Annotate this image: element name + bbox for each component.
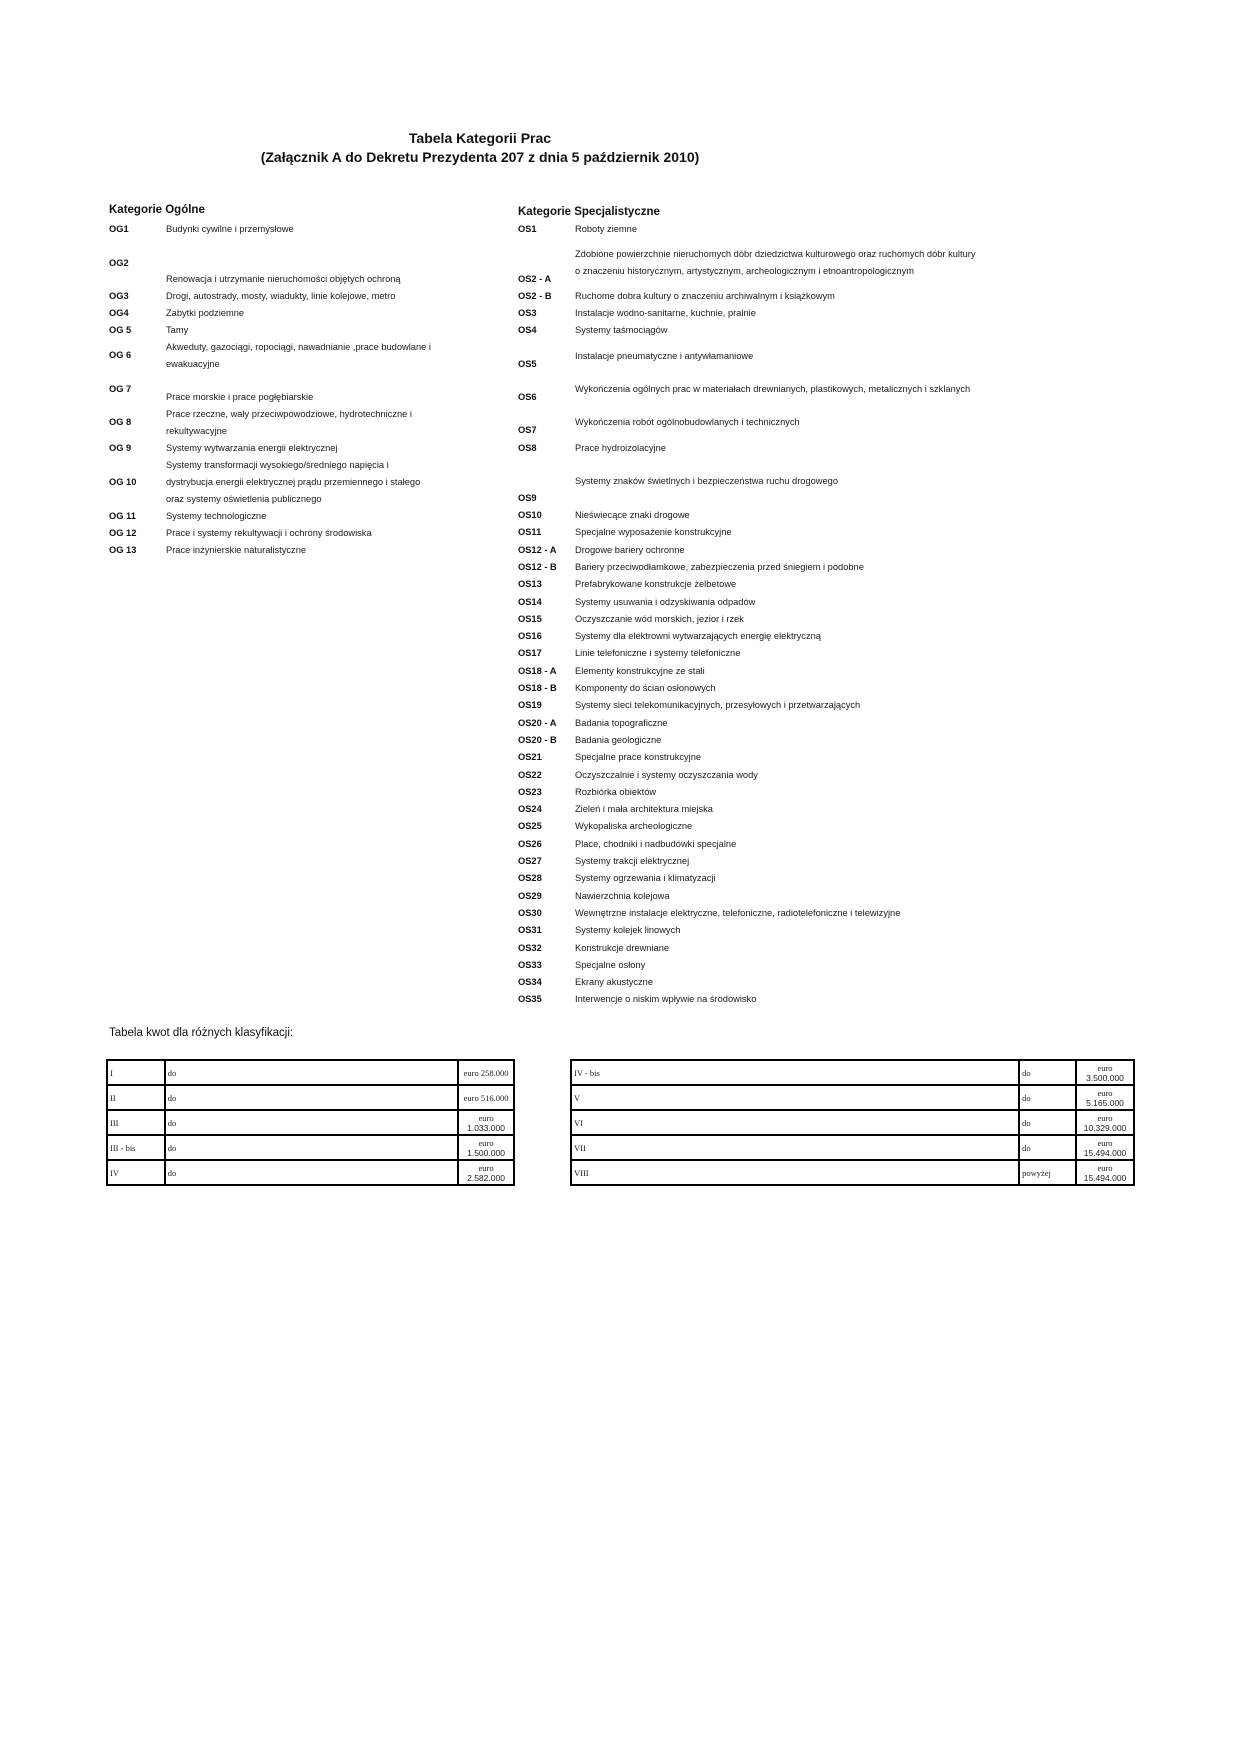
amount-line: 1.033.000	[467, 1122, 505, 1133]
general-category-code: OG 12	[109, 528, 137, 538]
specialist-category-code: OS7	[518, 425, 537, 435]
general-category-code: OG2	[109, 258, 129, 268]
specialist-category-description: Oczyszczanie wód morskich, jezior i rzek	[575, 613, 744, 624]
specialist-category-description: Systemy trakcji elektrycznej	[575, 856, 690, 866]
class-cell: II	[107, 1085, 165, 1110]
specialist-category-code: OS34	[518, 977, 542, 988]
specialist-category-description: Ekrany akustyczne	[575, 977, 654, 988]
class-cell: I	[107, 1060, 165, 1085]
general-category-description: Renowacja i utrzymanie nieruchomości objętych ochroną	[166, 274, 401, 284]
relation-cell: do	[165, 1135, 458, 1160]
specialist-category-code: OS25	[518, 821, 542, 832]
specialist-category-description: Zdobione powierzchnie nieruchomych dóbr dziedzictwa kulturowego oraz ruchomych dóbr kultury	[575, 249, 976, 259]
specialist-category-code: OS27	[518, 856, 542, 866]
specialist-category-description: Wykopaliska archeologiczne	[575, 821, 693, 832]
specialist-category-code: OS3	[518, 308, 537, 318]
amount-cell	[1076, 1135, 1134, 1160]
specialist-category-description: Systemy usuwania i odzyskiwania odpadów	[575, 596, 756, 607]
general-category-description: rekultywacyjne	[166, 426, 227, 436]
specialist-category-code: OS29	[518, 890, 542, 901]
specialist-category-description: Specjalne osłony	[575, 959, 646, 970]
specialist-category-description: Nawierzchnia kolejowa	[575, 890, 670, 901]
general-category-code: OG 6	[109, 350, 132, 360]
specialist-category-code: OS31	[518, 925, 542, 936]
specialist-category-code: OS18 - B	[518, 683, 557, 693]
title-line-1: Tabela Kategorii Prac	[408, 130, 552, 146]
specialist-category-description: o znaczeniu historycznym, artystycznym, archeologicznym i etnoantropologicznym	[575, 266, 914, 276]
amount-line: euro	[478, 1162, 494, 1173]
specialist-category-description: Place, chodniki i nadbudówki specjalne	[575, 838, 737, 849]
class-cell: IV - bis	[571, 1060, 1019, 1085]
general-category-description: Drogi, autostrady, mosty, wiadukty, linie kolejowe, metro	[166, 291, 396, 301]
specialist-category-description: Systemy kolejek linowych	[575, 925, 681, 936]
quota-left-row	[107, 1135, 514, 1160]
relation-cell: do	[1019, 1060, 1076, 1085]
specialist-category-code: OS18 - A	[518, 665, 557, 676]
quota-right-row	[571, 1160, 1134, 1185]
general-category-description: Systemy technologiczne	[166, 511, 267, 521]
specialist-category-code: OS33	[518, 959, 542, 970]
specialist-category-code: OS1	[518, 224, 537, 234]
amount-cell	[458, 1135, 514, 1160]
specialist-category-description: Instalacje pneumatyczne i antywłamaniowe	[575, 351, 754, 361]
general-category-description: Prace inżynierskie naturalistyczne	[166, 545, 307, 555]
amount-line: 2.582.000	[467, 1172, 505, 1183]
general-category-code: OG 7	[109, 384, 132, 394]
amount-line: 10.329.000	[1083, 1122, 1127, 1133]
quota-table-right	[570, 1059, 1135, 1186]
relation-cell: do	[1019, 1085, 1076, 1110]
amount-line: euro	[478, 1112, 494, 1123]
amount-line: euro	[478, 1137, 494, 1148]
amount-cell	[458, 1085, 514, 1110]
general-category-description: Akweduty, gazociągi, ropociągi, nawadnianie ,prace budowlane i	[166, 342, 431, 352]
specialist-category-code: OS20 - A	[518, 717, 557, 728]
specialist-category-description: Zieleń i mała architektura miejska	[575, 804, 713, 815]
specialist-category-description: Komponenty do ścian osłonowych	[575, 683, 716, 693]
specialist-category-description: Wewnętrzne instalacje elektryczne, telefoniczne, radiotelefoniczne i telewizyjne	[575, 907, 901, 918]
specialist-category-code: OS14	[518, 596, 542, 607]
general-category-description: Budynki cywilne i przemysłowe	[166, 224, 294, 234]
specialist-category-description: Instalacje wodno-sanitarne, kuchnie, pralnie	[575, 308, 756, 318]
specialist-category-description: Drogowe bariery ochronne	[575, 544, 685, 555]
amount-cell	[1076, 1110, 1134, 1135]
specialist-category-description: Systemy ogrzewania i klimatyzacji	[575, 873, 716, 884]
amount-cell	[1076, 1160, 1134, 1185]
specialist-category-description: Oczyszczalnie i systemy oczyszczania wody	[575, 769, 758, 780]
quota-left-row	[107, 1110, 514, 1135]
relation-cell: do	[1019, 1135, 1076, 1160]
quota-right-row	[571, 1110, 1134, 1135]
general-category-code: OG 13	[109, 545, 137, 555]
specialist-category-description: Systemy dla elektrowni wytwarzających energię elektryczną	[575, 631, 821, 642]
amount-cell	[1076, 1085, 1134, 1110]
class-cell: III	[107, 1110, 165, 1135]
class-cell: VI	[571, 1110, 1019, 1135]
general-category-description: Systemy transformacji wysokiego/średniego napięcia i	[166, 460, 389, 470]
specialist-category-code: OS12 - A	[518, 544, 557, 555]
relation-cell: powyżej	[1019, 1160, 1076, 1185]
quota-table-label: Tabela kwot dla różnych klasyfikacji:	[109, 1027, 294, 1039]
class-cell: VII	[571, 1135, 1019, 1160]
relation-cell: do	[165, 1060, 458, 1085]
quota-right-row	[571, 1085, 1134, 1110]
specialist-category-code: OS12 - B	[518, 561, 557, 572]
quota-left-row	[107, 1085, 514, 1110]
amount-line: euro 516.000	[463, 1092, 509, 1103]
specialist-category-code: OS4	[518, 325, 537, 335]
specialist-category-code: OS20 - B	[518, 734, 557, 745]
specialist-category-description: Nieświecące znaki drogowe	[575, 510, 690, 520]
general-category-code: OG 11	[109, 511, 136, 521]
specialist-category-code: OS8	[518, 443, 537, 453]
specialist-category-description: Specjalne prace konstrukcyjne	[575, 752, 702, 763]
specialist-category-description: Wykończenia robót ogólnobudowlanych i technicznych	[575, 417, 800, 427]
specialist-category-description: Linie telefoniczne i systemy telefoniczne	[575, 648, 741, 659]
amount-line: 3.500.000	[1086, 1072, 1124, 1083]
specialist-category-code: OS5	[518, 359, 537, 369]
specialist-category-description: Ruchome dobra kultury o znaczeniu archiwalnym i książkowym	[575, 291, 835, 301]
amount-cell	[1076, 1060, 1134, 1085]
specialist-category-description: Elementy konstrukcyjne ze stali	[575, 665, 705, 676]
specialist-category-code: OS2 - B	[518, 291, 552, 301]
amount-line: 15.494.000	[1083, 1172, 1127, 1183]
amount-line: euro	[1097, 1062, 1113, 1073]
specialist-category-description: Prefabrykowane konstrukcje żelbetowe	[575, 579, 737, 590]
general-category-code: OG 9	[109, 443, 132, 453]
amount-line: euro	[1097, 1137, 1113, 1148]
general-category-description: dystrybucja energii elektrycznej prądu przemiennego i stałego	[166, 477, 421, 487]
quota-table-left	[106, 1059, 515, 1186]
amount-cell	[458, 1110, 514, 1135]
amount-cell	[458, 1060, 514, 1085]
general-category-code: OG 5	[109, 325, 132, 335]
relation-cell: do	[165, 1085, 458, 1110]
specialist-category-code: OS9	[518, 493, 537, 503]
specialist-category-code: OS35	[518, 994, 542, 1005]
relation-cell: do	[1019, 1110, 1076, 1135]
quota-right-row	[571, 1135, 1134, 1160]
quota-left-row	[107, 1160, 514, 1185]
amount-line: 1.500.000	[467, 1147, 505, 1158]
general-category-description: Prace rzeczne, wały przeciwpowodziowe, hydrotechniczne i	[166, 409, 412, 419]
specialist-category-description: Specjalne wyposażenie konstrukcyjne	[575, 527, 732, 538]
general-category-code: OG4	[109, 308, 129, 318]
specialist-category-code: OS11	[518, 527, 542, 538]
amount-line: euro	[1097, 1087, 1113, 1098]
title-line-2: (Załącznik A do Dekretu Prezydenta 207 z dnia 5 październik 2010)	[260, 149, 700, 165]
general-category-description: Prace i systemy rekultywacji i ochrony środowiska	[166, 528, 372, 538]
general-category-code: OG 8	[109, 417, 132, 427]
specialist-category-description: Roboty ziemne	[575, 224, 638, 234]
amount-line: 15.494.000	[1083, 1147, 1127, 1158]
relation-cell: do	[165, 1160, 458, 1185]
class-cell: V	[571, 1085, 1019, 1110]
amount-line: euro	[1097, 1162, 1113, 1173]
relation-cell: do	[165, 1110, 458, 1135]
general-category-description: oraz systemy oświetlenia publicznego	[166, 494, 322, 504]
class-cell: IV	[107, 1160, 165, 1185]
specialist-category-code: OS22	[518, 769, 542, 780]
amount-line: euro	[1097, 1112, 1113, 1123]
specialist-category-code: OS16	[518, 631, 542, 642]
general-category-description: ewakuacyjne	[166, 359, 220, 369]
specialist-category-code: OS10	[518, 510, 542, 520]
class-cell: III - bis	[107, 1135, 165, 1160]
specialist-category-description: Konstrukcje drewniane	[575, 942, 670, 953]
quota-right-row	[571, 1060, 1134, 1085]
general-category-description: Zabytki podziemne	[166, 308, 245, 318]
general-categories-heading: Kategorie Ogólne	[109, 204, 205, 216]
specialist-category-code: OS30	[518, 907, 542, 918]
amount-cell	[458, 1160, 514, 1185]
specialist-category-code: OS15	[518, 613, 542, 624]
specialist-categories-heading: Kategorie Specjalistyczne	[518, 206, 660, 218]
general-category-code: OG 10	[109, 477, 137, 487]
specialist-category-description: Wykończenia ogólnych prac w materiałach drewnianych, plastikowych, metalicznych i szklanych	[575, 384, 971, 394]
specialist-category-code: OS17	[518, 648, 542, 659]
specialist-category-code: OS28	[518, 873, 542, 884]
specialist-category-code: OS21	[518, 752, 542, 763]
specialist-category-code: OS13	[518, 579, 542, 590]
specialist-category-description: Prace hydroizolacyjne	[575, 443, 666, 453]
specialist-category-code: OS19	[518, 700, 542, 711]
general-category-description: Tamy	[166, 325, 189, 335]
specialist-category-code: OS2 - A	[518, 274, 552, 284]
specialist-category-description: Systemy taśmociągów	[575, 325, 668, 335]
general-category-description: Systemy wytwarzania energii elektrycznej	[166, 443, 338, 453]
specialist-category-description: Interwencje o niskim wpływie na środowisko	[575, 994, 757, 1005]
specialist-category-description: Badania topograficzne	[575, 717, 668, 728]
amount-line: euro 258.000	[463, 1067, 509, 1078]
specialist-category-code: OS23	[518, 786, 542, 797]
general-category-description: Prace morskie i prace pogłębiarskie	[166, 392, 314, 402]
class-cell: VIII	[571, 1160, 1019, 1185]
specialist-category-description: Bariery przeciwodłamkowe, zabezpieczenia przed śniegiem i podobne	[575, 561, 864, 572]
amount-line: 5.165.000	[1086, 1097, 1124, 1108]
quota-left-row	[107, 1060, 514, 1085]
specialist-category-description: Badania geologiczne	[575, 734, 662, 745]
specialist-category-code: OS26	[518, 838, 542, 849]
specialist-category-code: OS32	[518, 942, 542, 953]
specialist-category-description: Rozbiórka obiektów	[575, 786, 657, 797]
general-category-code: OG1	[109, 224, 129, 234]
specialist-category-code: OS24	[518, 804, 542, 815]
general-category-code: OG3	[109, 291, 129, 301]
specialist-category-code: OS6	[518, 392, 537, 402]
specialist-category-description: Systemy sieci telekomunikacyjnych, przesyłowych i przetwarzających	[575, 700, 861, 711]
specialist-category-description: Systemy znaków świetlnych i bezpieczeństwa ruchu drogowego	[575, 476, 839, 486]
